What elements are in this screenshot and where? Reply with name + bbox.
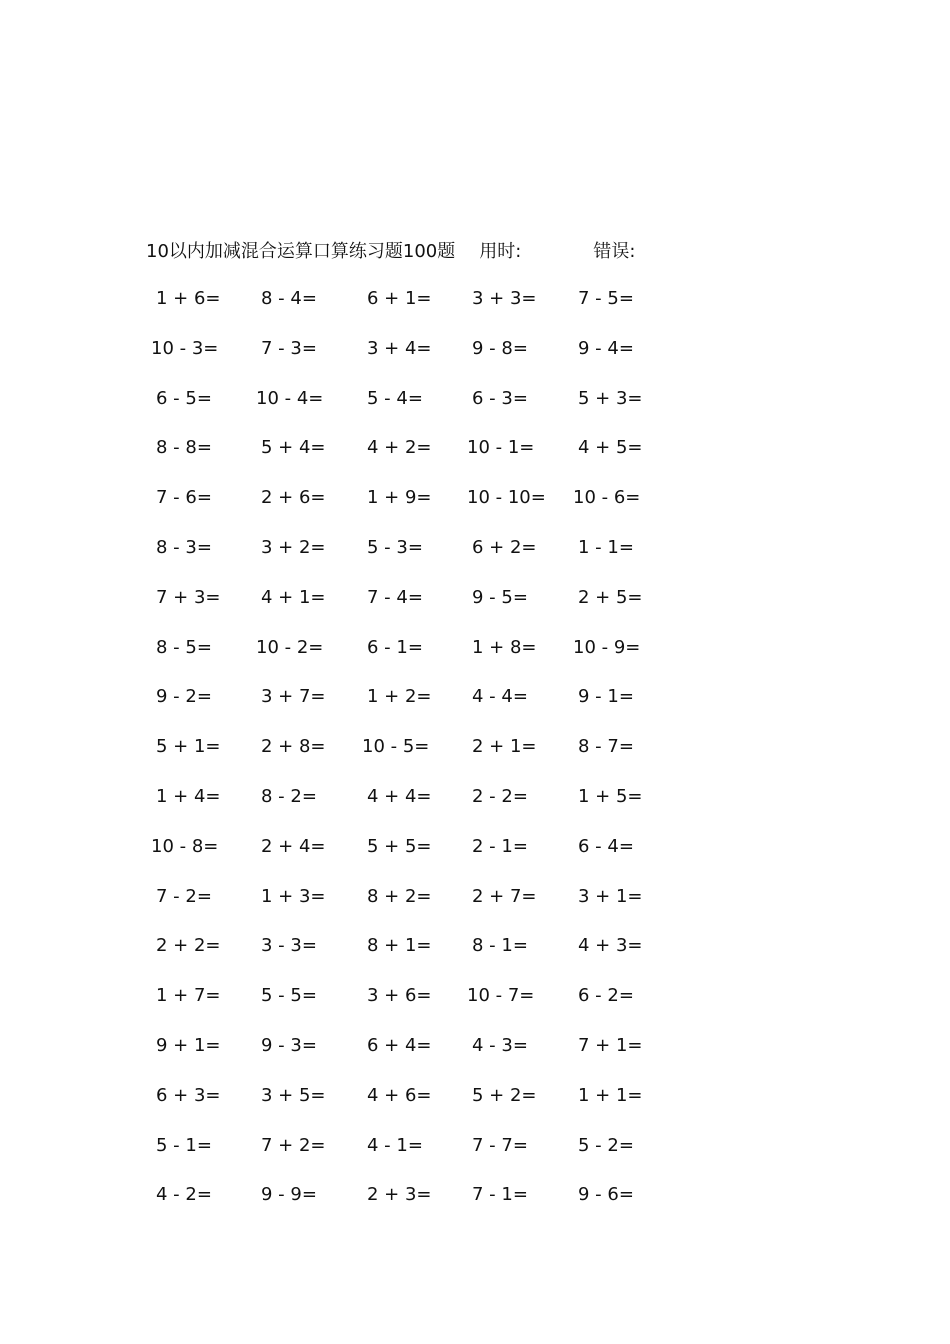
problem-item: 6 - 3=	[472, 387, 528, 409]
problem-item: 4 + 2=	[367, 437, 432, 459]
problem-item: 6 - 2=	[578, 985, 634, 1007]
problem-row	[146, 585, 706, 635]
problem-item: 4 - 1=	[367, 1134, 423, 1156]
problem-item: 6 - 4=	[578, 835, 634, 857]
problem-item: 10 - 8=	[151, 835, 219, 857]
problem-item: 10 - 2=	[256, 636, 324, 658]
problem-item: 4 - 2=	[156, 1184, 212, 1206]
problem-item: 9 - 4=	[578, 337, 634, 359]
problem-item: 9 - 9=	[261, 1184, 317, 1206]
problem-item: 1 + 3=	[261, 885, 326, 907]
problem-item: 3 + 3=	[472, 288, 537, 309]
problem-item: 9 - 6=	[578, 1184, 634, 1206]
problem-item: 6 + 3=	[156, 1084, 221, 1106]
problem-item: 3 + 5=	[261, 1084, 326, 1106]
problem-item: 6 + 1=	[367, 288, 432, 309]
problem-item: 6 - 1=	[367, 636, 423, 658]
problem-item: 9 - 2=	[156, 686, 212, 708]
problem-item: 7 - 5=	[578, 288, 634, 309]
problem-item: 3 - 3=	[261, 935, 317, 957]
problem-item: 9 - 3=	[261, 1034, 317, 1056]
problem-item: 5 - 1=	[156, 1134, 212, 1156]
problem-item: 10 - 7=	[467, 985, 535, 1007]
problem-item: 5 + 1=	[156, 736, 221, 758]
problem-item: 6 - 5=	[156, 387, 212, 409]
problem-item: 7 - 3=	[261, 337, 317, 359]
problem-item: 4 + 1=	[261, 586, 326, 608]
problem-item: 5 + 4=	[261, 437, 326, 459]
problem-row	[146, 1133, 706, 1183]
time-used-label: 用时:	[479, 241, 522, 262]
problem-row	[146, 933, 706, 983]
worksheet-header	[146, 236, 635, 264]
problem-item: 7 - 2=	[156, 885, 212, 907]
problem-item: 5 - 3=	[367, 536, 423, 558]
problem-item: 7 - 4=	[367, 586, 423, 608]
problem-item: 7 - 1=	[472, 1184, 528, 1206]
problem-item: 1 + 2=	[367, 686, 432, 708]
errors-label: 错误:	[593, 241, 636, 262]
problem-item: 2 - 2=	[472, 785, 528, 807]
problem-item: 2 + 4=	[261, 835, 326, 857]
problem-item: 10 - 4=	[256, 387, 324, 409]
problem-item: 1 + 1=	[578, 1084, 643, 1106]
problem-item: 10 - 5=	[362, 736, 430, 758]
problem-item: 1 + 6=	[156, 288, 221, 309]
problem-item: 1 + 5=	[578, 785, 643, 807]
problem-item: 3 + 2=	[261, 536, 326, 558]
problem-item: 6 + 4=	[367, 1034, 432, 1056]
problem-item: 4 + 3=	[578, 935, 643, 957]
problem-item: 1 + 4=	[156, 785, 221, 807]
problem-item: 3 + 1=	[578, 885, 643, 907]
problem-item: 8 - 4=	[261, 288, 317, 309]
problem-item: 4 + 6=	[367, 1084, 432, 1106]
problem-item: 8 + 2=	[367, 885, 432, 907]
problem-item: 5 + 5=	[367, 835, 432, 857]
problem-item: 10 - 9=	[573, 636, 641, 658]
problem-item: 5 + 3=	[578, 387, 643, 409]
problem-item: 3 + 7=	[261, 686, 326, 708]
problem-row	[146, 535, 706, 585]
problem-item: 7 + 2=	[261, 1134, 326, 1156]
problem-item: 4 - 4=	[472, 686, 528, 708]
problem-grid	[146, 286, 706, 1232]
problem-item: 10 - 6=	[573, 487, 641, 509]
problem-item: 8 + 1=	[367, 935, 432, 957]
problem-item: 2 + 7=	[472, 885, 537, 907]
problem-item: 10 - 3=	[151, 337, 219, 359]
problem-item: 1 + 7=	[156, 985, 221, 1007]
problem-row	[146, 834, 706, 884]
problem-item: 2 + 3=	[367, 1184, 432, 1206]
problem-item: 7 - 7=	[472, 1134, 528, 1156]
problem-item: 9 + 1=	[156, 1034, 221, 1056]
problem-item: 7 + 1=	[578, 1034, 643, 1056]
problem-item: 8 - 3=	[156, 536, 212, 558]
problem-item: 4 + 4=	[367, 785, 432, 807]
problem-row	[146, 1182, 706, 1232]
problem-item: 2 + 1=	[472, 736, 537, 758]
problem-item: 5 - 5=	[261, 985, 317, 1007]
problem-row	[146, 336, 706, 386]
problem-item: 8 - 8=	[156, 437, 212, 459]
problem-item: 5 + 2=	[472, 1084, 537, 1106]
problem-item: 8 - 1=	[472, 935, 528, 957]
problem-item: 2 + 6=	[261, 487, 326, 509]
problem-item: 6 + 2=	[472, 536, 537, 558]
problem-row	[146, 386, 706, 436]
problem-item: 5 - 4=	[367, 387, 423, 409]
problem-row	[146, 485, 706, 535]
problem-item: 8 - 2=	[261, 785, 317, 807]
problem-row	[146, 734, 706, 784]
problem-item: 10 - 1=	[467, 437, 535, 459]
problem-item: 1 + 9=	[367, 487, 432, 509]
problem-row	[146, 286, 706, 336]
problem-item: 9 - 1=	[578, 686, 634, 708]
problem-row	[146, 1083, 706, 1133]
problem-item: 7 - 6=	[156, 487, 212, 509]
problem-row	[146, 684, 706, 734]
problem-item: 3 + 4=	[367, 337, 432, 359]
problem-item: 2 + 5=	[578, 586, 643, 608]
problem-item: 2 + 8=	[261, 736, 326, 758]
problem-row	[146, 635, 706, 685]
problem-item: 4 - 3=	[472, 1034, 528, 1056]
problem-row	[146, 435, 706, 485]
problem-item: 9 - 8=	[472, 337, 528, 359]
problem-item: 9 - 5=	[472, 586, 528, 608]
problem-item: 8 - 7=	[578, 736, 634, 758]
problem-item: 4 + 5=	[578, 437, 643, 459]
problem-item: 10 - 10=	[467, 487, 546, 509]
worksheet-title: 10以内加减混合运算口算练习题100题	[146, 241, 456, 262]
problem-row	[146, 983, 706, 1033]
problem-item: 2 - 1=	[472, 835, 528, 857]
problem-item: 1 + 8=	[472, 636, 537, 658]
problem-item: 8 - 5=	[156, 636, 212, 658]
problem-item: 2 + 2=	[156, 935, 221, 957]
problem-row	[146, 784, 706, 834]
problem-row	[146, 884, 706, 934]
problem-item: 7 + 3=	[156, 586, 221, 608]
problem-item: 3 + 6=	[367, 985, 432, 1007]
problem-item: 1 - 1=	[578, 536, 634, 558]
problem-row	[146, 1033, 706, 1083]
problem-item: 5 - 2=	[578, 1134, 634, 1156]
